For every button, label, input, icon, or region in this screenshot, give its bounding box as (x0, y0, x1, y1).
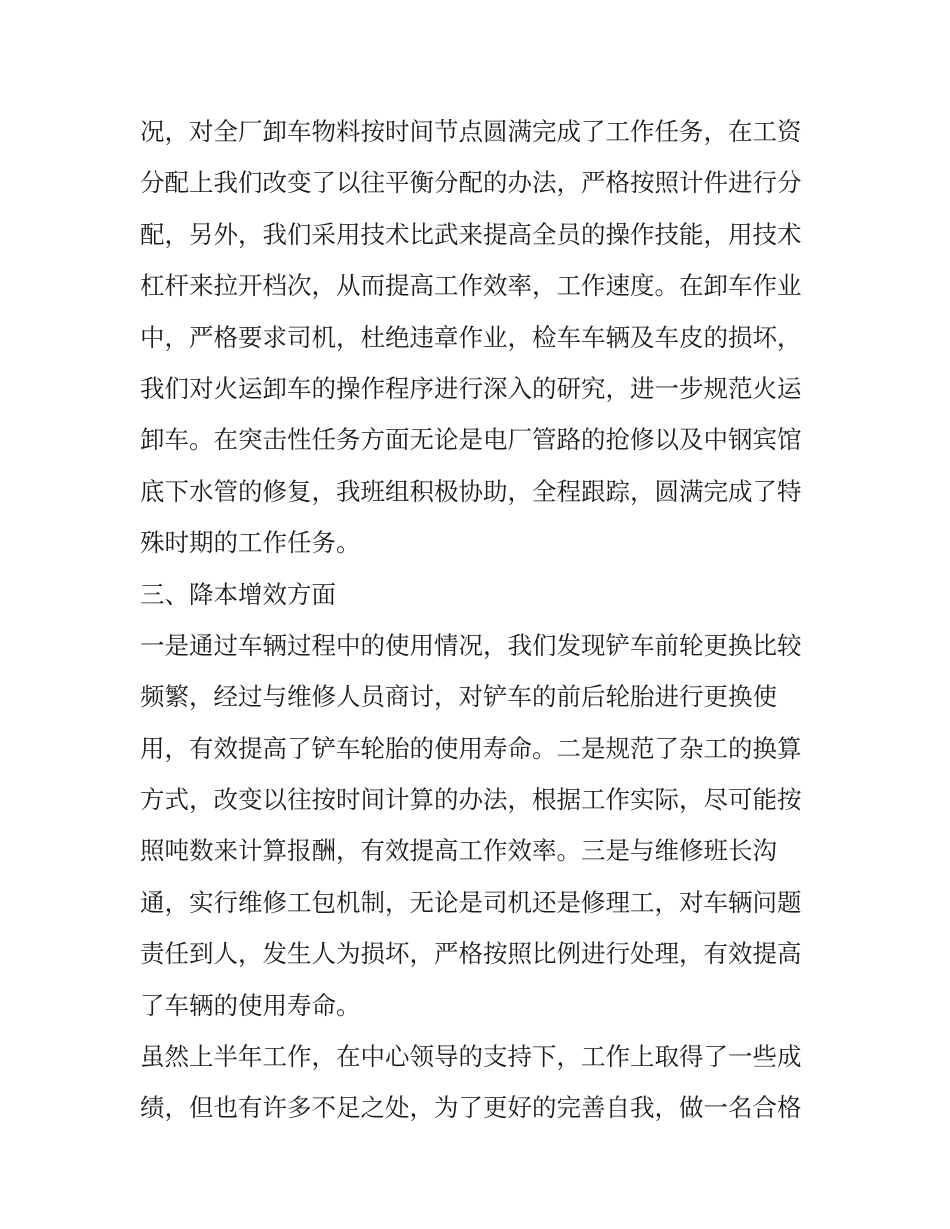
text-line: 分配上我们改变了以往平衡分配的办法，严格按照计件进行分 (140, 168, 802, 198)
text-line: 况，对全厂卸车物料按时间节点圆满完成了工作任务，在工资 (140, 117, 802, 146)
text-line: 配，另外，我们采用技术比武来提高全员的操作技能，用技术 (140, 219, 802, 249)
text-line: 一是通过车辆过程中的使用情况，我们发现铲车前轮更换比较 (140, 630, 802, 660)
text-line: 绩，但也有许多不足之处，为了更好的完善自我，做一名合格 (140, 1093, 802, 1123)
text-line: 了车辆的使用寿命。 (140, 990, 361, 1020)
text-line: 我们对火运卸车的操作程序进行深入的研究，进一步规范火运 (140, 373, 802, 403)
text-line: 中，严格要求司机，杜绝违章作业，检车车辆及车皮的损坏， (140, 322, 802, 352)
body-text (140, 106, 815, 1134)
text-line: 杠杆来拉开档次，从而提高工作效率，工作速度。在卸车作业 (140, 271, 802, 301)
text-line: 底下水管的修复，我班组积极协助，全程跟踪，圆满完成了特 (140, 476, 802, 506)
text-line: 频繁，经过与维修人员商讨，对铲车的前后轮胎进行更换使 (140, 682, 777, 712)
section-heading: 三、降本增效方面 (140, 579, 336, 609)
text-line: 虽然上半年工作，在中心领导的支持下，工作上取得了一些成 (140, 1042, 802, 1072)
text-line: 责任到人，发生人为损坏，严格按照比例进行处理，有效提高 (140, 939, 802, 969)
text-line: 方式，改变以往按时间计算的办法，根据工作实际，尽可能按 (140, 785, 802, 815)
text-line: 照吨数来计算报酬，有效提高工作效率。三是与维修班长沟 (140, 836, 777, 866)
text-line: 用，有效提高了铲车轮胎的使用寿命。二是规范了杂工的换算 (140, 733, 802, 763)
text-line: 通，实行维修工包机制，无论是司机还是修理工，对车辆问题 (140, 887, 802, 917)
text-line: 卸车。在突击性任务方面无论是电厂管路的抢修以及中钢宾馆 (140, 425, 802, 455)
text-line: 殊时期的工作任务。 (140, 528, 361, 558)
